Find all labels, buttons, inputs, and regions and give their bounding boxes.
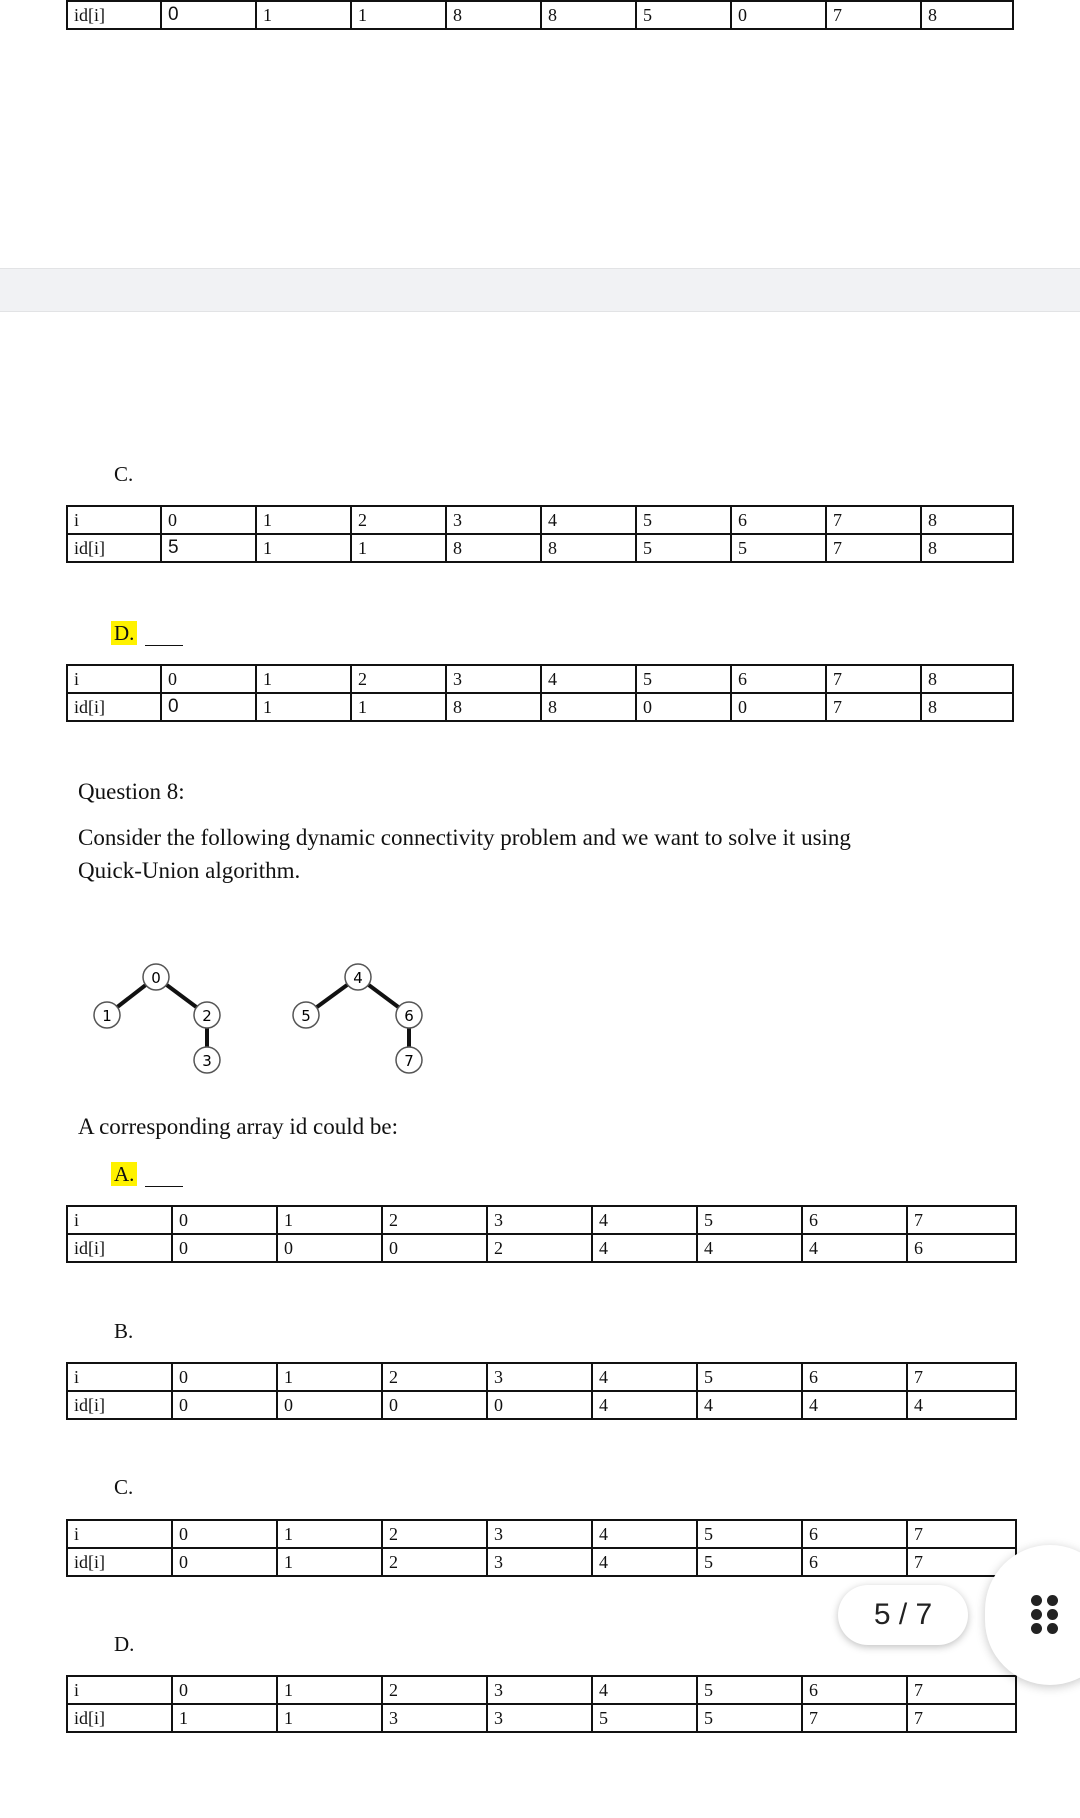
table-cell: i: [74, 1367, 80, 1387]
table-cell: 0: [172, 1363, 277, 1391]
page-indicator[interactable]: 5 / 7: [838, 1585, 968, 1645]
table-cell: 4: [697, 1234, 802, 1262]
grid-dots-icon: [1031, 1595, 1065, 1635]
table-cell: 6: [731, 506, 826, 534]
table-cell: 2: [382, 1206, 487, 1234]
table-cell: 6: [802, 1548, 907, 1576]
graph-node-5: [293, 1002, 319, 1028]
option-a-letter: A.: [111, 1162, 137, 1186]
table-cell: 4: [907, 1391, 1016, 1419]
option-c2-label: C.: [114, 1475, 134, 1499]
table-cell: 2: [382, 1676, 487, 1704]
table-cell: 1: [351, 693, 446, 721]
table-cell: 5: [697, 1704, 802, 1732]
graph-node-0: [143, 964, 169, 990]
table-cell: 5: [636, 506, 731, 534]
table-cell: 5: [697, 1548, 802, 1576]
table-cell: 7: [826, 665, 921, 693]
table-cell: 3: [487, 1548, 592, 1576]
table-cell: 8: [921, 506, 1013, 534]
table-cell: 4: [592, 1391, 697, 1419]
page-separator: [0, 268, 1080, 312]
table-cell: 0: [277, 1234, 382, 1262]
table-cell: 2: [487, 1234, 592, 1262]
table-cell: 0: [382, 1234, 487, 1262]
table-cell: 7: [907, 1206, 1016, 1234]
option-d-letter: D.: [111, 621, 137, 645]
graph-node-label: 0: [151, 969, 161, 987]
table-cell: 4: [541, 506, 636, 534]
table-cell: 7: [907, 1676, 1016, 1704]
question-title: Question 8:: [78, 779, 185, 804]
table-cell: 8: [921, 1, 1013, 29]
table-cell: 3: [446, 665, 541, 693]
table-cell: 0: [382, 1391, 487, 1419]
table-cell: 1: [256, 506, 351, 534]
table-cell: 3: [446, 506, 541, 534]
table-cell: 5: [697, 1363, 802, 1391]
table-cell: 0: [161, 693, 256, 721]
table-cell: 0: [172, 1234, 277, 1262]
table-cell: 7: [907, 1363, 1016, 1391]
table-cell: 8: [541, 534, 636, 562]
table-cell: 1: [277, 1206, 382, 1234]
table-cell: 5: [636, 1, 731, 29]
table-cell: 7: [907, 1520, 1016, 1548]
table-cell: 2: [382, 1548, 487, 1576]
table-cell: 0: [731, 1, 826, 29]
table-cell: 0: [277, 1391, 382, 1419]
answer-blank: [145, 627, 183, 646]
table-cell: 4: [541, 665, 636, 693]
table-cell: 1: [256, 693, 351, 721]
table-cell: i: [74, 510, 80, 530]
table-cell: 3: [487, 1363, 592, 1391]
table-cell: 7: [826, 693, 921, 721]
graph-node-label: 2: [202, 1007, 212, 1025]
table-cell: 8: [446, 693, 541, 721]
table-cell: 4: [592, 1520, 697, 1548]
graph-node-4: [345, 964, 371, 990]
table-cell: 1: [277, 1363, 382, 1391]
table-cell: 7: [907, 1548, 1016, 1576]
table-cell: 5: [697, 1520, 802, 1548]
table-cell: 7: [826, 534, 921, 562]
table-cell: 2: [382, 1363, 487, 1391]
table-cell: 3: [487, 1676, 592, 1704]
graph-node-3: [194, 1047, 220, 1073]
table-cell: 8: [446, 534, 541, 562]
table-cell: 0: [172, 1520, 277, 1548]
table-cell: 6: [907, 1234, 1016, 1262]
table-cell: 4: [592, 1676, 697, 1704]
table-cell: 3: [382, 1704, 487, 1732]
table-cell: i: [74, 669, 80, 689]
table-cell: 1: [256, 1, 351, 29]
table-cell: 8: [921, 665, 1013, 693]
table-cell: 3: [487, 1704, 592, 1732]
table-cell: 0: [172, 1548, 277, 1576]
table-cell: 6: [731, 665, 826, 693]
table-cell: 5: [592, 1704, 697, 1732]
table-cell: 1: [351, 534, 446, 562]
graph-node-1: [94, 1002, 120, 1028]
graph-node-label: 6: [404, 1007, 414, 1025]
table-cell: 0: [161, 506, 256, 534]
table-cell: 0: [161, 1, 256, 29]
table-cell: 5: [161, 534, 256, 562]
table-cell: 7: [907, 1704, 1016, 1732]
table-cell: 5: [697, 1676, 802, 1704]
answer-blank: [145, 1168, 183, 1187]
option-d-table: [66, 664, 1014, 722]
graph-node-label: 4: [353, 969, 363, 987]
table-cell: 6: [802, 1520, 907, 1548]
table-cell: 0: [172, 1391, 277, 1419]
table-cell: 0: [487, 1391, 592, 1419]
table-cell: 5: [636, 534, 731, 562]
table-cell: 0: [731, 693, 826, 721]
table-cell: 7: [802, 1704, 907, 1732]
table-cell: 3: [487, 1520, 592, 1548]
table-cell: 6: [802, 1206, 907, 1234]
option-b-label: B.: [114, 1319, 134, 1343]
option-d-label: [111, 620, 183, 646]
table-cell: 1: [172, 1704, 277, 1732]
table-cell: 2: [382, 1520, 487, 1548]
table-cell: 5: [731, 534, 826, 562]
graph-node-label: 3: [202, 1052, 212, 1070]
option-a-table: [66, 1205, 1017, 1263]
table-cell: i: [74, 1680, 80, 1700]
graph-node-label: 1: [102, 1007, 112, 1025]
table-cell: 4: [802, 1391, 907, 1419]
table-cell: 4: [592, 1206, 697, 1234]
option-d2-label: D.: [114, 1632, 135, 1656]
graph-node-6: [396, 1002, 422, 1028]
table-cell: id[i]: [67, 534, 161, 562]
graph-node-label: 7: [404, 1052, 414, 1070]
graph-node-2: [194, 1002, 220, 1028]
table-cell: id[i]: [74, 5, 105, 25]
top-id-table: [66, 0, 1014, 30]
table-cell: 8: [541, 693, 636, 721]
table-cell: 1: [277, 1520, 382, 1548]
graph-node-7: [396, 1047, 422, 1073]
table-cell: id[i]: [67, 1234, 172, 1262]
table-cell: 8: [921, 693, 1013, 721]
table-cell: 6: [802, 1363, 907, 1391]
table-cell: id[i]: [67, 1548, 172, 1576]
table-cell: 1: [256, 665, 351, 693]
table-cell: 8: [921, 534, 1013, 562]
table-cell: 2: [351, 506, 446, 534]
table-cell: 1: [277, 1704, 382, 1732]
option-c2-table: [66, 1519, 1017, 1577]
table-cell: 2: [351, 665, 446, 693]
graph-node-label: 5: [301, 1007, 311, 1025]
option-c-label: C.: [114, 462, 134, 486]
option-a-label: [111, 1161, 183, 1187]
table-cell: 7: [826, 506, 921, 534]
table-cell: 7: [826, 1, 921, 29]
table-cell: 4: [697, 1391, 802, 1419]
table-cell: 8: [541, 1, 636, 29]
question-prompt: A corresponding array id could be:: [78, 1114, 398, 1139]
table-cell: 0: [636, 693, 731, 721]
table-cell: i: [74, 1524, 80, 1544]
table-cell: 0: [161, 665, 256, 693]
table-cell: 5: [636, 665, 731, 693]
table-cell: 4: [802, 1234, 907, 1262]
table-cell: 0: [172, 1206, 277, 1234]
table-cell: 4: [592, 1548, 697, 1576]
table-cell: id[i]: [67, 1704, 172, 1732]
question-text-line1: Consider the following dynamic connectivity problem and we want to solve it using: [78, 825, 851, 850]
table-cell: 4: [592, 1363, 697, 1391]
table-cell: 6: [802, 1676, 907, 1704]
table-cell: 5: [697, 1206, 802, 1234]
connectivity-graph: [80, 955, 440, 1080]
table-cell: 1: [256, 534, 351, 562]
question-text-line2: Quick-Union algorithm.: [78, 858, 301, 883]
table-cell: i: [74, 1210, 80, 1230]
table-cell: 0: [172, 1676, 277, 1704]
table-cell: id[i]: [67, 693, 161, 721]
option-d2-table: [66, 1675, 1017, 1733]
table-cell: 1: [351, 1, 446, 29]
option-b-table: [66, 1362, 1017, 1420]
table-cell: 8: [446, 1, 541, 29]
option-c-table: [66, 505, 1014, 563]
table-cell: 4: [592, 1234, 697, 1262]
table-cell: id[i]: [67, 1391, 172, 1419]
table-cell: 3: [487, 1206, 592, 1234]
table-cell: 1: [277, 1676, 382, 1704]
table-cell: 1: [277, 1548, 382, 1576]
